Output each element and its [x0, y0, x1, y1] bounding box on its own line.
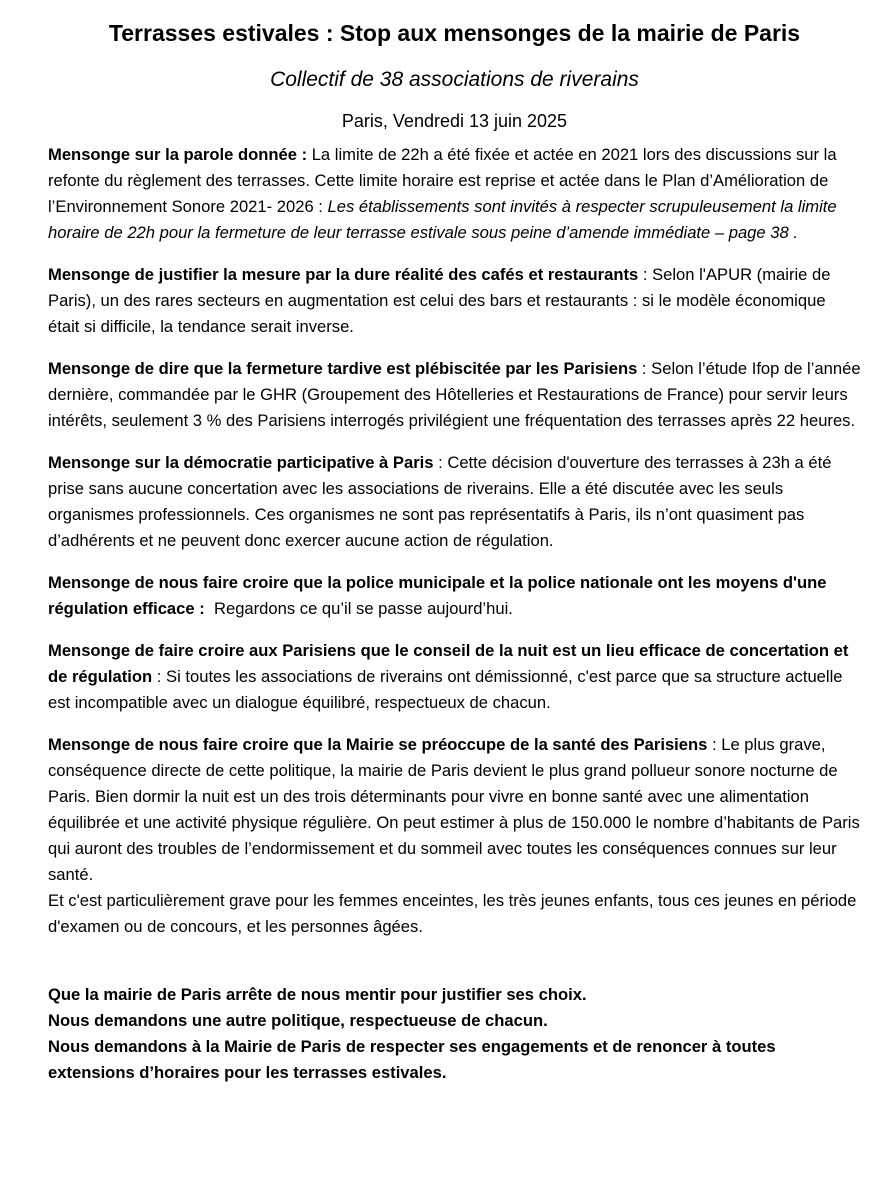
paragraph-body: Regardons ce qu’il se passe aujourd’hui.: [204, 599, 513, 618]
paragraph-body: : Si toutes les associations de riverains ont démissionné, c'est parce que sa structure actuelle est incompatible avec un dialogue équilibré, respectueux de chacun.: [48, 667, 843, 712]
paragraph-plebiscite: [48, 356, 861, 434]
publication-date: Paris, Vendredi 13 juin 2025: [341, 111, 568, 131]
paragraph-sante: [48, 732, 861, 940]
paragraph-body: : Cette décision d'ouverture des terrasses à 23h a été prise sans aucune concertation avec les associations de riverains. Elle a été discutée avec les seuls organismes professionnels. Ces organismes ne sont pas représentatifs à Paris, ils n’ont quasiment pas d’adhérents et ne peuvent donc exercer aucune action de régulation.: [48, 453, 832, 550]
paragraph-heading: Mensonge de nous faire croire que la Mairie se préoccupe de la santé des Parisiens: [48, 735, 708, 754]
closing-line: Nous demandons une autre politique, respectueuse de chacun.: [48, 1011, 548, 1030]
page-subtitle: Collectif de 38 associations de riverains: [270, 68, 639, 91]
paragraph-body: La limite de 22h a été fixée et actée en 2021 lors des discussions sur la refonte du règlement des terrasses. Cette limite horaire est reprise et actée dans le Plan d’Amélioration de l’Environnement Sonore 2021- 2026 :: [48, 145, 837, 216]
paragraph-realite-cafes: [48, 262, 861, 340]
closing-line: Nous demandons à la Mairie de Paris de respecter ses engagements et de renoncer à toutes extensions d’horaires pour les terrasses estivales.: [48, 1037, 776, 1082]
paragraph-body: : Selon l’étude Ifop de l’année dernière, commandée par le GHR (Groupement des Hôtelleries et Restaurations de France) pour servir leurs intérêts, seulement 3 % des Parisiens interrogés privilégient une fréquentation des terrasses après 22 heures.: [48, 359, 861, 430]
paragraph-democratie: [48, 450, 861, 554]
paragraph-heading: Mensonge de nous faire croire que la police municipale et la police nationale ont les moyens d'une régulation efficace :: [48, 573, 827, 618]
closing-statement: [48, 982, 861, 1086]
paragraph-heading: Mensonge sur la parole donnée :: [48, 145, 308, 164]
closing-line: Que la mairie de Paris arrête de nous mentir pour justifier ses choix.: [48, 985, 587, 1004]
paragraph-quote: Les établissements sont invités à respecter scrupuleusement la limite horaire de 22h pour la fermeture de leur terrasse estivale sous peine d’amende immédiate – page 38 .: [48, 197, 837, 242]
paragraph-body-continued: Et c'est particulièrement grave pour les femmes enceintes, les très jeunes enfants, tous ces jeunes en période d'examen ou de concours, et les personnes âgées.: [48, 891, 857, 936]
paragraph-police: [48, 570, 861, 622]
paragraph-parole-donnee: [48, 142, 861, 246]
paragraph-heading: Mensonge sur la démocratie participative à Paris: [48, 453, 434, 472]
paragraph-body: : Selon l'APUR (mairie de Paris), un des rares secteurs en augmentation est celui des bars et restaurants : si le modèle économique était si difficile, la tendance serait inverse.: [48, 265, 831, 336]
page-title: Terrasses estivales : Stop aux mensonges de la mairie de Paris: [108, 20, 801, 46]
paragraph-body: : Le plus grave, conséquence directe de cette politique, la mairie de Paris devient le plus grand pollueur sonore nocturne de Paris. Bien dormir la nuit est un des trois déterminants pour vivre en bonne santé avec une alimentation équilibrée et une activité physique régulière. On peut estimer à plus de 150.000 le nombre d’habitants de Paris qui auront des troubles de l’endormissement et du sommeil avec toutes les conséquences connues sur leur santé.: [48, 735, 860, 884]
paragraph-heading: Mensonge de justifier la mesure par la dure réalité des cafés et restaurants: [48, 265, 639, 284]
paragraph-heading: Mensonge de faire croire aux Parisiens que le conseil de la nuit est un lieu efficace de concertation et de régulation: [48, 641, 849, 686]
paragraph-heading: Mensonge de dire que la fermeture tardive est plébiscitée par les Parisiens: [48, 359, 638, 378]
paragraph-conseil-nuit: [48, 638, 861, 716]
